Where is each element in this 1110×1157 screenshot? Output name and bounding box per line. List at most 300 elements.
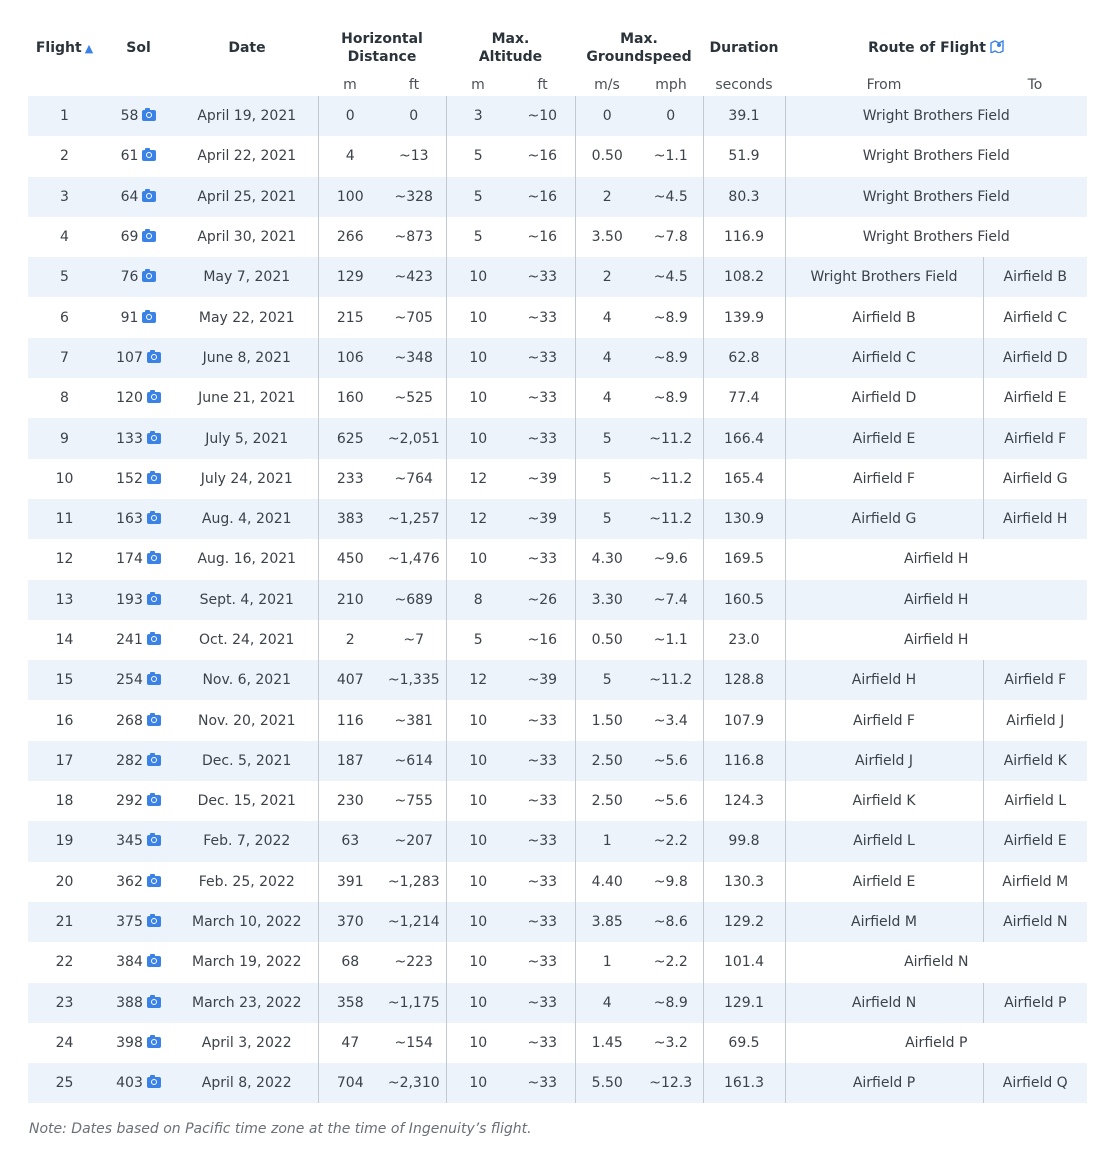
groundspeed-ms-cell: 4 [575,297,639,337]
header-row [28,22,1087,74]
altitude-feet-cell: ~39 [527,672,558,689]
camera-icon[interactable] [147,1037,161,1048]
flight-number-cell: 19 [55,833,74,850]
distance-meters-cell: 391 [318,862,382,902]
altitude-meters-cell: 10 [446,700,510,740]
distance-meters-cell: 266 [318,217,382,257]
distance-feet-cell: ~525 [394,390,433,407]
date-cell: Dec. 5, 2021 [202,752,292,769]
route-to-cell: Airfield N [983,902,1087,942]
groundspeed-mph-cell: ~8.9 [653,349,688,366]
unit-alt-meters: m [471,77,485,93]
distance-meters-cell: 383 [318,499,382,539]
camera-icon[interactable] [147,1077,161,1088]
route-to-cell: Airfield H [983,499,1087,539]
duration-cell: 128.8 [703,660,785,700]
table-row [28,177,1087,217]
route-to-cell: Airfield E [983,378,1087,418]
horizontal-header-line1: Horizontal [341,31,423,47]
sol-cell [101,942,176,982]
distance-meters-cell: 625 [318,418,382,458]
altitude-feet-cell: ~16 [527,188,558,205]
altitude-meters-cell: 10 [446,821,510,861]
sol-value: 254 [116,672,143,689]
distance-feet-cell: ~1,283 [387,873,440,890]
groundspeed-ms-cell: 1.45 [575,1023,639,1063]
table-row [28,297,1087,337]
sol-value: 384 [116,954,143,971]
table-row [28,942,1087,982]
distance-feet-cell: ~13 [398,148,429,165]
table-row [28,459,1087,499]
distance-feet-cell: ~1,257 [387,511,440,528]
groundspeed-ms-cell: 4 [575,338,639,378]
duration-cell: 77.4 [703,378,785,418]
duration-cell: 129.1 [703,983,785,1023]
altitude-header-line2: Altitude [478,49,543,65]
altitude-meters-cell: 5 [446,177,510,217]
groundspeed-mph-cell: ~12.3 [649,1075,693,1092]
sol-cell [101,821,176,861]
altitude-feet-cell: ~33 [527,1075,558,1092]
duration-cell: 130.9 [703,499,785,539]
altitude-feet-cell: ~33 [527,873,558,890]
units-empty-2 [101,74,176,96]
groundspeed-ms-cell: 0.50 [575,620,639,660]
date-cell: April 25, 2021 [197,188,297,205]
groundspeed-ms-cell: 4.40 [575,862,639,902]
duration-cell: 130.3 [703,862,785,902]
distance-meters-cell: 47 [318,1023,382,1063]
flight-log-table-container [28,22,1087,1103]
date-cell: June 8, 2021 [202,349,291,366]
table-row [28,781,1087,821]
altitude-meters-cell: 3 [446,96,510,136]
flight-number-cell: 2 [60,148,69,165]
sol-cell [101,862,176,902]
sol-value: 174 [116,551,143,568]
altitude-feet-cell: ~33 [527,793,558,810]
table-row [28,499,1087,539]
sol-value: 64 [120,188,139,205]
duration-cell: 116.9 [703,217,785,257]
distance-meters-cell: 233 [318,459,382,499]
table-row [28,378,1087,418]
altitude-feet-cell: ~33 [527,269,558,286]
groundspeed-mph-cell: ~2.2 [653,954,688,971]
duration-cell: 160.5 [703,580,785,620]
route-single-cell: Wright Brothers Field [785,177,1087,217]
camera-icon[interactable] [142,110,156,121]
route-to-cell: Airfield B [983,257,1087,297]
table-row [28,96,1087,136]
flight-number-cell: 22 [55,954,74,971]
camera-icon[interactable] [147,513,161,524]
sol-value: 193 [116,591,143,608]
distance-feet-cell: ~328 [394,188,433,205]
distance-feet-cell: ~705 [394,309,433,326]
duration-cell: 107.9 [703,700,785,740]
sol-value: 345 [116,833,143,850]
route-from-cell: Airfield F [785,459,983,499]
altitude-meters-cell: 10 [446,1023,510,1063]
altitude-feet-cell: ~33 [527,712,558,729]
sol-column-header: Sol [126,40,151,56]
sol-value: 76 [120,269,139,286]
flight-number-cell: 23 [55,994,74,1011]
sol-value: 403 [116,1075,143,1092]
flight-number-cell: 17 [55,752,74,769]
flight-number-cell: 8 [60,390,69,407]
sol-cell [101,580,176,620]
duration-cell: 116.8 [703,741,785,781]
max-groundspeed-header [575,22,703,74]
date-cell: Nov. 20, 2021 [198,712,296,729]
date-cell: Aug. 4, 2021 [201,511,292,528]
camera-icon[interactable] [142,271,156,282]
table-row [28,539,1087,579]
route-to-cell: Airfield D [983,338,1087,378]
camera-icon[interactable] [147,715,161,726]
flight-number-cell: 11 [55,511,74,528]
camera-icon[interactable] [147,392,161,403]
altitude-feet-cell: ~33 [527,430,558,447]
sol-cell [101,136,176,176]
altitude-feet-cell: ~16 [527,632,558,648]
camera-icon[interactable] [147,835,161,846]
route-to-cell: Airfield C [983,297,1087,337]
route-from-cell: Airfield E [785,862,983,902]
sol-cell [101,96,176,136]
camera-icon[interactable] [142,231,156,242]
sol-value: 133 [116,430,143,447]
sol-cell [101,257,176,297]
distance-feet-cell: ~873 [394,229,433,246]
units-empty-1 [28,74,101,96]
distance-feet-cell: ~614 [394,752,433,769]
altitude-feet-cell: ~33 [527,994,558,1011]
route-to-cell: Airfield J [983,700,1087,740]
altitude-feet-cell: ~33 [527,752,558,769]
groundspeed-mph-cell: ~7.8 [653,229,688,246]
sol-cell [101,700,176,740]
sol-value: 292 [116,793,143,810]
camera-icon[interactable] [147,594,161,605]
distance-meters-cell: 230 [318,781,382,821]
sol-cell [101,499,176,539]
distance-meters-cell: 2 [318,620,382,660]
groundspeed-ms-cell: 5 [575,660,639,700]
route-single-cell: Airfield H [785,620,1087,660]
flight-number-cell: 15 [55,672,74,689]
route-from-cell: Airfield K [785,781,983,821]
date-cell: April 19, 2021 [197,108,297,125]
sol-cell [101,177,176,217]
date-cell: April 8, 2022 [201,1075,292,1092]
table-row [28,338,1087,378]
distance-meters-cell: 704 [318,1063,382,1103]
distance-meters-cell: 370 [318,902,382,942]
map-icon[interactable] [990,40,1004,53]
unit-seconds: seconds [715,77,773,93]
groundspeed-mph-cell: ~11.2 [649,672,693,689]
groundspeed-ms-cell: 3.50 [575,217,639,257]
camera-icon[interactable] [142,312,156,323]
route-header [785,22,1087,74]
groundspeed-mph-cell: ~9.6 [653,551,688,568]
route-to-cell: Airfield K [983,741,1087,781]
flight-number-cell: 24 [55,1034,74,1051]
altitude-meters-cell: 5 [446,620,510,660]
camera-icon[interactable] [147,956,161,967]
route-from-cell: Wright Brothers Field [785,257,983,297]
distance-meters-cell: 187 [318,741,382,781]
distance-feet-cell: ~223 [394,954,433,971]
camera-icon[interactable] [147,553,161,564]
altitude-feet-cell: ~33 [527,954,558,971]
camera-icon[interactable] [142,191,156,202]
groundspeed-ms-cell: 3.85 [575,902,639,942]
groundspeed-ms-cell: 0.50 [575,136,639,176]
altitude-meters-cell: 5 [446,217,510,257]
footnote: Note: Dates based on Pacific time zone at the time of Ingenuity’s flight. [29,1121,532,1137]
route-from-cell: Airfield H [785,660,983,700]
groundspeed-mph-cell: ~9.8 [653,873,688,890]
distance-feet-cell: ~154 [394,1034,433,1051]
camera-icon[interactable] [147,916,161,927]
date-cell: March 10, 2022 [192,914,302,931]
groundspeed-ms-cell: 0 [575,96,639,136]
altitude-feet-cell: ~33 [527,349,558,366]
route-to-cell: Airfield Q [983,1063,1087,1103]
table-row [28,136,1087,176]
groundspeed-mph-cell: ~1.1 [653,148,688,165]
distance-feet-cell: ~207 [394,833,433,850]
groundspeed-ms-cell: 4.30 [575,539,639,579]
sol-cell [101,539,176,579]
groundspeed-ms-cell: 4 [575,983,639,1023]
groundspeed-mph-cell: ~4.5 [653,269,688,286]
distance-feet-cell: ~423 [394,269,433,286]
distance-feet-cell: ~755 [394,793,433,810]
units-row [28,74,1087,96]
altitude-feet-cell: ~16 [527,148,558,165]
distance-feet-cell: 0 [409,108,419,125]
groundspeed-mph-cell: ~11.2 [649,430,693,447]
sol-cell [101,297,176,337]
horizontal-header-line2: Distance [347,49,417,65]
sol-value: 241 [116,632,143,648]
flight-number-cell: 9 [60,430,69,447]
distance-feet-cell: ~2,310 [387,1075,440,1092]
sol-value: 120 [116,390,143,407]
groundspeed-mph-cell: ~5.6 [653,793,688,810]
unit-meters: m [343,77,357,93]
date-cell: April 30, 2021 [197,229,297,246]
camera-icon[interactable] [147,876,161,887]
flight-number-cell: 4 [60,229,69,246]
altitude-meters-cell: 10 [446,741,510,781]
sol-cell [101,902,176,942]
distance-feet-cell: ~1,335 [387,672,440,689]
altitude-meters-cell: 10 [446,297,510,337]
groundspeed-mph-cell: ~7.4 [653,591,688,608]
distance-feet-cell: ~2,051 [387,430,440,447]
camera-icon[interactable] [147,433,161,444]
camera-icon[interactable] [147,634,161,645]
route-to-cell: Airfield M [983,862,1087,902]
groundspeed-mph-cell: ~8.9 [653,309,688,326]
date-cell: Oct. 24, 2021 [199,632,295,648]
route-single-cell: Wright Brothers Field [785,136,1087,176]
sol-cell [101,1063,176,1103]
duration-cell: 161.3 [703,1063,785,1103]
sol-cell [101,660,176,700]
duration-cell: 51.9 [703,136,785,176]
distance-feet-cell: ~1,175 [387,994,440,1011]
distance-meters-cell: 68 [318,942,382,982]
sort-updown-icon[interactable]: ▲︎ [84,41,94,55]
table-row [28,257,1087,297]
sol-value: 388 [116,994,143,1011]
distance-feet-cell: ~381 [394,712,433,729]
camera-icon[interactable] [147,674,161,685]
table-row [28,418,1087,458]
route-from-cell: Airfield C [785,338,983,378]
sol-cell [101,781,176,821]
groundspeed-mph-cell: ~4.5 [653,188,688,205]
date-column-header: Date [228,40,266,56]
altitude-meters-cell: 12 [446,660,510,700]
camera-icon[interactable] [147,997,161,1008]
groundspeed-ms-cell: 2.50 [575,741,639,781]
flight-number-cell: 5 [60,269,69,286]
groundspeed-mph-cell: ~5.6 [653,752,688,769]
route-from-cell: Airfield D [785,378,983,418]
altitude-feet-cell: ~10 [527,108,558,125]
camera-icon[interactable] [147,755,161,766]
sol-value: 282 [116,752,143,769]
groundspeed-header-line1: Max. [620,31,658,47]
flight-number-cell: 7 [60,349,69,366]
sol-value: 163 [116,511,143,528]
flight-column-header[interactable] [28,22,101,74]
table-row [28,217,1087,257]
sol-cell [101,459,176,499]
route-from-cell: Airfield B [785,297,983,337]
date-cell: Feb. 25, 2022 [198,873,295,890]
groundspeed-mph-cell: ~2.2 [653,833,688,850]
unit-from: From [866,77,902,93]
duration-cell: 139.9 [703,297,785,337]
duration-cell: 166.4 [703,418,785,458]
table-row [28,983,1087,1023]
sol-value: 375 [116,914,143,931]
sol-cell [101,1023,176,1063]
sol-cell [101,338,176,378]
groundspeed-ms-cell: 5.50 [575,1063,639,1103]
date-cell: Dec. 15, 2021 [197,793,296,810]
date-cell: July 24, 2021 [200,470,293,487]
route-to-cell: Airfield F [983,660,1087,700]
altitude-feet-cell: ~33 [527,914,558,931]
groundspeed-ms-cell: 1 [575,942,639,982]
unit-feet: ft [408,77,420,93]
groundspeed-mph-cell: ~8.9 [653,994,688,1011]
horizontal-distance-header [318,22,446,74]
table-body [28,96,1087,1103]
groundspeed-ms-cell: 4 [575,378,639,418]
altitude-meters-cell: 10 [446,418,510,458]
groundspeed-ms-cell: 5 [575,418,639,458]
sol-cell [101,741,176,781]
sol-cell [101,620,176,660]
groundspeed-mph-cell: ~3.4 [653,712,688,729]
altitude-meters-cell: 10 [446,983,510,1023]
unit-alt-feet: ft [537,77,548,93]
duration-header: Duration [709,40,779,56]
groundspeed-mph-cell: ~11.2 [649,511,693,528]
altitude-meters-cell: 10 [446,1063,510,1103]
altitude-meters-cell: 10 [446,338,510,378]
duration-cell: 39.1 [703,96,785,136]
altitude-meters-cell: 12 [446,499,510,539]
groundspeed-mph-cell: ~8.6 [653,914,688,931]
route-to-cell: Airfield P [983,983,1087,1023]
sol-value: 268 [116,712,143,729]
groundspeed-mph-cell: ~3.2 [653,1034,688,1051]
distance-meters-cell: 4 [318,136,382,176]
table-row [28,580,1087,620]
altitude-meters-cell: 10 [446,942,510,982]
distance-meters-cell: 358 [318,983,382,1023]
altitude-meters-cell: 8 [446,580,510,620]
distance-feet-cell: ~7 [403,632,425,648]
flight-header-label: Flight [35,39,82,56]
date-cell: April 22, 2021 [197,148,297,165]
table-row [28,1023,1087,1063]
camera-icon[interactable] [147,473,161,484]
camera-icon[interactable] [147,352,161,363]
route-to-cell: Airfield E [983,821,1087,861]
sol-value: 398 [116,1034,143,1051]
flight-number-cell: 10 [55,470,74,487]
route-header-label: Route of Flight [868,40,986,56]
route-to-cell: Airfield L [983,781,1087,821]
camera-icon[interactable] [147,795,161,806]
groundspeed-ms-cell: 2.50 [575,781,639,821]
groundspeed-mph-cell: 0 [666,108,676,125]
distance-meters-cell: 210 [318,580,382,620]
altitude-meters-cell: 10 [446,862,510,902]
duration-cell: 108.2 [703,257,785,297]
distance-meters-cell: 450 [318,539,382,579]
groundspeed-mph-cell: ~11.2 [649,470,693,487]
distance-meters-cell: 100 [318,177,382,217]
distance-meters-cell: 129 [318,257,382,297]
groundspeed-ms-cell: 1 [575,821,639,861]
unit-meters-per-second: m/s [594,77,620,93]
table-row [28,700,1087,740]
camera-icon[interactable] [142,150,156,161]
date-cell: Nov. 6, 2021 [202,672,292,689]
distance-feet-cell: ~1,476 [387,551,440,568]
distance-meters-cell: 160 [318,378,382,418]
flight-number-cell: 6 [60,309,69,326]
groundspeed-ms-cell: 1.50 [575,700,639,740]
table-row [28,741,1087,781]
sol-value: 362 [116,873,143,890]
